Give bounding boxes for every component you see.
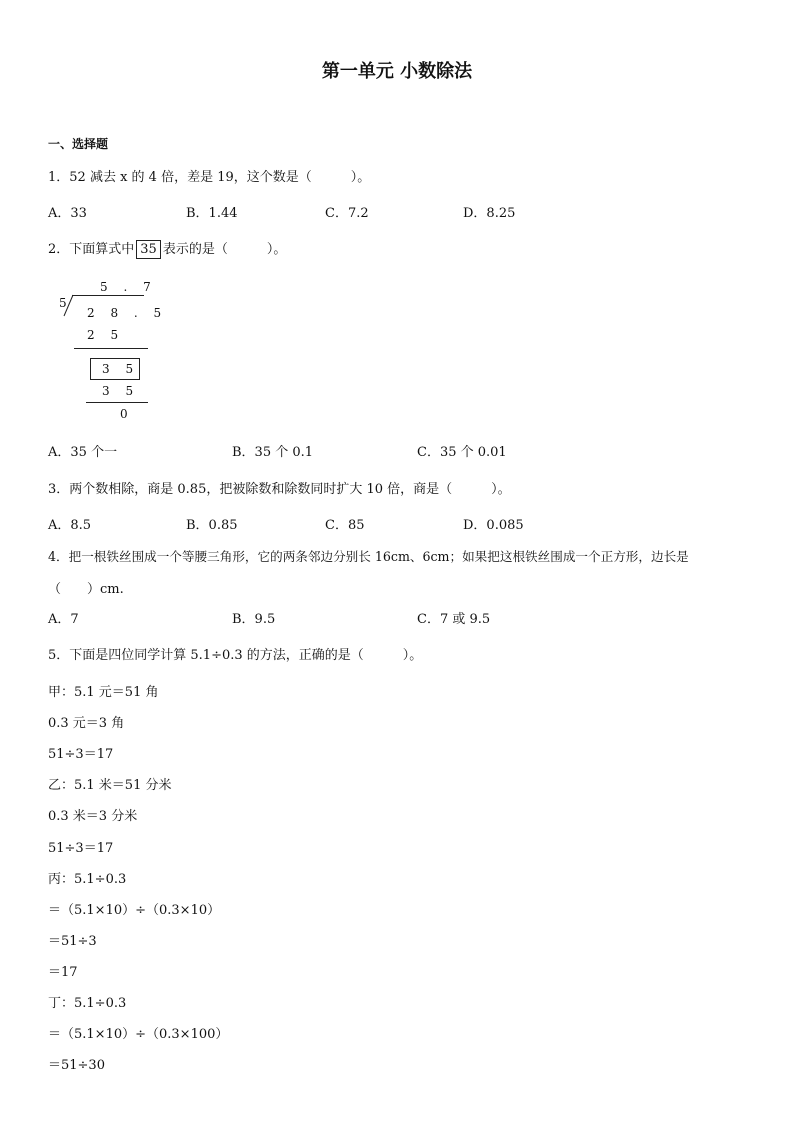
division-dividend: 2 8 . 5 [87, 306, 168, 320]
division-result: 0 [120, 407, 134, 421]
question-4-option-c: C．7 或 9.5 [417, 612, 491, 627]
division-quotient: 5 . 7 [100, 280, 157, 294]
question-2-stem-after: 表示的是（ ）。 [162, 242, 287, 257]
question-5-line: ＝51÷3 [48, 934, 97, 949]
question-5-line: 乙：5.1 米＝51 分米 [48, 778, 172, 793]
question-2-option-c: C．35 个 0.01 [417, 445, 507, 460]
question-2-stem-before: 2．下面算式中 [48, 242, 135, 257]
question-5-line: 51÷3＝17 [48, 747, 114, 762]
division-line-2 [86, 402, 148, 403]
question-5-line: ＝（5.1×10）÷（0.3×10） [48, 903, 221, 918]
question-4-option-b: B．9.5 [232, 612, 276, 627]
question-3-option-b: B．0.85 [186, 518, 238, 533]
question-3-stem: 3．两个数相除，商是 0.85，把被除数和除数同时扩大 10 倍，商是（ ）。 [48, 482, 511, 497]
question-3-option-a: A．8.5 [48, 518, 92, 533]
question-1-option-c: C．7.2 [325, 206, 369, 221]
division-line-1 [74, 348, 148, 349]
question-5-line: ＝51÷30 [48, 1058, 105, 1073]
question-5-line: 丙：5.1÷0.3 [48, 872, 127, 887]
question-2-stem [48, 238, 286, 259]
question-5-line: 甲：5.1 元＝51 角 [48, 685, 159, 700]
question-2-option-a: A．35 个一 [48, 445, 118, 460]
question-1-stem: 1．52 减去 x 的 4 倍，差是 19，这个数是（ ）。 [48, 170, 371, 185]
page-title: 第一单元 小数除法 [321, 61, 473, 82]
question-5-line: ＝17 [48, 965, 78, 980]
section-heading: 一、选择题 [48, 137, 109, 151]
question-5-line: 0.3 米＝3 分米 [48, 809, 138, 824]
question-5-stem: 5．下面是四位同学计算 5.1÷0.3 的方法，正确的是（ ）。 [48, 648, 423, 663]
division-bracket-top [72, 295, 144, 296]
question-2-option-b: B．35 个 0.1 [232, 445, 314, 460]
question-2-boxed-number: 35 [136, 240, 161, 259]
question-3-option-d: D．0.085 [463, 518, 524, 533]
division-step-2: 3 5 [102, 384, 140, 398]
division-divisor: 5 [59, 296, 73, 310]
question-5-line: 0.3 元＝3 角 [48, 716, 125, 731]
question-1-option-b: B．1.44 [186, 206, 238, 221]
division-step-1: 2 5 [87, 328, 125, 342]
question-5-line: ＝（5.1×10）÷（0.3×100） [48, 1027, 229, 1042]
question-5-line: 丁：5.1÷0.3 [48, 996, 127, 1011]
question-4-stem-line-2: （ ）cm. [48, 582, 124, 597]
question-4-stem-line-1: 4．把一根铁丝围成一个等腰三角形，它的两条邻边分别长 16cm、6cm；如果把这根铁丝围成一个正方形，边长是 [48, 549, 689, 564]
division-remainder-1: 3 5 [102, 362, 140, 376]
question-5-line: 51÷3＝17 [48, 841, 114, 856]
question-3-option-c: C．85 [325, 518, 365, 533]
question-1-option-a: A．33 [48, 206, 87, 221]
question-4-option-a: A．7 [48, 612, 79, 627]
question-1-option-d: D．8.25 [463, 206, 516, 221]
